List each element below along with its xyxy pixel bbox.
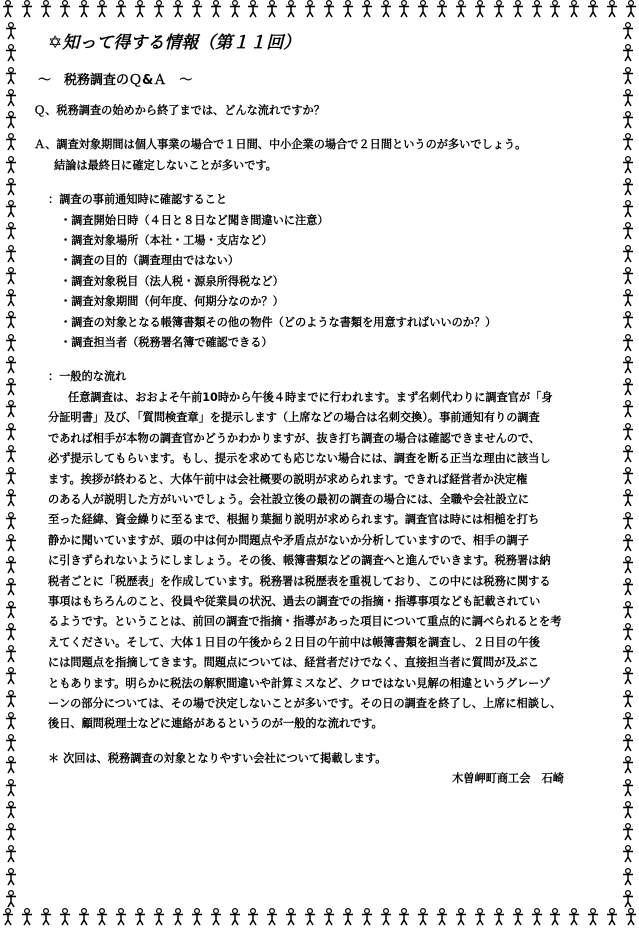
border-figure-icon: [622, 512, 634, 530]
border-figure-icon: [5, 601, 17, 619]
border-figure-icon: [622, 311, 634, 329]
border-figure-icon: [549, 908, 561, 926]
border-figure-icon: [5, 578, 17, 596]
border-figure-icon: [96, 0, 108, 18]
border-figure-icon: [622, 556, 634, 574]
border-figure-icon: [398, 0, 410, 18]
border-figure-icon: [622, 890, 634, 908]
border-figure-icon: [417, 0, 429, 18]
flow-paragraph: [34, 388, 618, 735]
border-figure-icon: [531, 908, 543, 926]
border-figure-icon: [191, 0, 203, 18]
border-figure-icon: [59, 0, 71, 18]
signature: 木曽岬町商工会 石崎: [452, 772, 564, 786]
border-figure-icon: [5, 512, 17, 530]
border-figure-icon: [549, 0, 561, 18]
flow-line: 必ず提示してもらいます。もし、提示を求めても応じない場合には、調査を断る正当な理由に該当し: [48, 452, 551, 466]
border-figure-icon: [5, 712, 17, 730]
flow-line: ます。挨拶が終わると、大体午前中は会社概要の説明が求められます。できれば経営者か決定権: [48, 472, 528, 486]
border-figure-icon: [5, 890, 17, 908]
border-bottom: [0, 908, 639, 930]
checklist-item: ・調査対象場所（本社・工場・支店など）: [60, 234, 273, 248]
flow-line: ともあります。明らかに税法の解釈間違いや計算ミスなど、クロではない見解の相違というグレーゾ: [48, 676, 551, 690]
border-figure-icon: [622, 690, 634, 708]
border-figure-icon: [153, 0, 165, 18]
border-figure-icon: [40, 908, 52, 926]
border-figure-icon: [5, 400, 17, 418]
border-figure-icon: [587, 0, 599, 18]
border-figure-icon: [417, 908, 429, 926]
border-figure-icon: [568, 908, 580, 926]
border-figure-icon: [5, 467, 17, 485]
flow-line: ーンの部分については、その場で決定しないことが多いです。その日の調査を終了し、上席に相談し、: [48, 696, 562, 710]
border-figure-icon: [342, 0, 354, 18]
border-figure-icon: [5, 222, 17, 240]
border-figure-icon: [622, 178, 634, 196]
border-figure-icon: [622, 823, 634, 841]
border-figure-icon: [40, 0, 52, 18]
border-figure-icon: [5, 178, 17, 196]
border-figure-icon: [5, 289, 17, 307]
flow-line: に引きずられないようにしましょう。その後、帳簿書類などの調査へと進んでいきます。税務署は納: [48, 554, 551, 568]
checklist-item: ・調査の対象となる帳簿書類その他の物件（どのような書類を用意すればいいのか？）: [60, 315, 497, 329]
checklist-heading: ：調査の事前通知時に確認すること: [48, 193, 228, 207]
border-figure-icon: [5, 311, 17, 329]
flow-line: るようです。ということは、前回の調査で指摘・指導があった項目について重点的に調べられるとを考: [48, 615, 562, 629]
checklist-item: ・調査開始日時（４日と８日など聞き間違いに注意）: [60, 213, 329, 227]
border-figure-icon: [622, 667, 634, 685]
border-figure-icon: [210, 908, 222, 926]
border-figure-icon: [622, 67, 634, 85]
border-figure-icon: [172, 908, 184, 926]
border-figure-icon: [5, 245, 17, 263]
border-figure-icon: [622, 445, 634, 463]
border-figure-icon: [622, 756, 634, 774]
border-figure-icon: [568, 0, 580, 18]
border-figure-icon: [625, 0, 637, 18]
border-figure-icon: [606, 908, 618, 926]
border-figure-icon: [304, 0, 316, 18]
border-figure-icon: [5, 44, 17, 62]
border-figure-icon: [5, 22, 17, 40]
border-figure-icon: [474, 0, 486, 18]
border-figure-icon: [5, 645, 17, 663]
question: Ｑ、税務調査の始めから終了までは、どんな流れですか？: [34, 104, 325, 117]
border-figure-icon: [622, 111, 634, 129]
border-figure-icon: [5, 156, 17, 174]
flow-line: には問題点を指摘してきます。問題点については、経営者だけでなく、直接担当者に質問が及ぶこ: [48, 656, 539, 670]
border-figure-icon: [2, 908, 14, 926]
border-left: [0, 22, 22, 908]
border-figure-icon: [247, 0, 259, 18]
border-figure-icon: [622, 378, 634, 396]
border-figure-icon: [5, 868, 17, 886]
border-figure-icon: [323, 908, 335, 926]
border-figure-icon: [115, 908, 127, 926]
page-title: ✡知って得する情報（第１１回）: [48, 33, 301, 53]
border-figure-icon: [622, 779, 634, 797]
border-figure-icon: [512, 0, 524, 18]
border-figure-icon: [380, 0, 392, 18]
border-figure-icon: [622, 267, 634, 285]
border-figure-icon: [304, 908, 316, 926]
border-figure-icon: [342, 908, 354, 926]
section-subtitle: ～ 税務調査のＱ&Ａ ～: [38, 73, 193, 88]
border-figure-icon: [153, 908, 165, 926]
border-figure-icon: [606, 0, 618, 18]
border-figure-icon: [622, 356, 634, 374]
border-figure-icon: [512, 908, 524, 926]
border-figure-icon: [5, 556, 17, 574]
flow-line: 静かに聞いていますが、頭の中は何か問題点や矛盾点がないか分析していますので、相手の調子: [48, 533, 529, 547]
border-figure-icon: [622, 801, 634, 819]
border-figure-icon: [625, 908, 637, 926]
border-figure-icon: [5, 734, 17, 752]
border-figure-icon: [2, 0, 14, 18]
border-figure-icon: [115, 0, 127, 18]
border-figure-icon: [5, 356, 17, 374]
border-top: [0, 0, 639, 22]
flow-line: 分証明書」及び、「質問検査章」を提示します（上席などの場合は名刺交換）。事前通知有りの調査: [48, 411, 540, 425]
border-figure-icon: [5, 67, 17, 85]
answer-line: 結論は最終日に確定しないことが多いです。: [54, 158, 277, 172]
border-figure-icon: [622, 334, 634, 352]
border-figure-icon: [622, 44, 634, 62]
border-figure-icon: [5, 267, 17, 285]
border-figure-icon: [266, 0, 278, 18]
border-figure-icon: [622, 712, 634, 730]
checklist-item: ・調査対象期間（何年度、何期分なのか？）: [60, 295, 284, 309]
border-figure-icon: [436, 908, 448, 926]
border-figure-icon: [380, 908, 392, 926]
border-figure-icon: [361, 908, 373, 926]
border-figure-icon: [134, 908, 146, 926]
border-figure-icon: [398, 908, 410, 926]
border-figure-icon: [622, 423, 634, 441]
next-issue-note: ＊ 次回は、税務調査の対象となりやすい会社について掲載します。: [48, 751, 387, 765]
border-figure-icon: [622, 845, 634, 863]
flow-line: 事項はもちろんのこと、役員や従業員の状況、過去の調査での指摘・指導事項なども記載されてい: [48, 594, 541, 608]
border-figure-icon: [622, 400, 634, 418]
border-figure-icon: [5, 133, 17, 151]
border-figure-icon: [5, 200, 17, 218]
border-figure-icon: [622, 868, 634, 886]
flow-line: えてください。そして、大体１日目の午後から２日目の午前中は帳簿書類を調査し、２日目の午後: [48, 635, 541, 649]
border-figure-icon: [531, 0, 543, 18]
checklist-item: ・調査対象税目（法人税・源泉所得税など）: [60, 274, 284, 288]
border-figure-icon: [5, 779, 17, 797]
border-figure-icon: [622, 245, 634, 263]
border-figure-icon: [622, 645, 634, 663]
border-figure-icon: [361, 0, 373, 18]
border-figure-icon: [285, 908, 297, 926]
border-figure-icon: [5, 756, 17, 774]
border-figure-icon: [5, 334, 17, 352]
document-body: [34, 28, 618, 790]
border-figure-icon: [5, 534, 17, 552]
border-figure-icon: [323, 0, 335, 18]
answer: [34, 135, 618, 176]
border-figure-icon: [493, 0, 505, 18]
border-figure-icon: [78, 908, 90, 926]
border-figure-icon: [622, 601, 634, 619]
border-figure-icon: [5, 845, 17, 863]
checklist-item: ・調査担当者（税務署名簿で確認できる）: [60, 336, 273, 350]
border-figure-icon: [21, 0, 33, 18]
flow-line: 任意調査は、おおよそ午前10時から午後４時までに行われます。まず名刺代わりに調査官が「身: [68, 390, 553, 404]
border-figure-icon: [622, 734, 634, 752]
flow-line: であれば相手が本物の調査官かどうかわかりますが、抜き打ち調査の場合は確認できませんので、: [48, 431, 541, 445]
border-figure-icon: [247, 908, 259, 926]
border-right: [617, 22, 639, 908]
border-figure-icon: [5, 801, 17, 819]
border-figure-icon: [266, 908, 278, 926]
border-figure-icon: [210, 0, 222, 18]
border-figure-icon: [5, 623, 17, 641]
border-figure-icon: [622, 289, 634, 307]
border-figure-icon: [622, 22, 634, 40]
answer-line: Ａ、調査対象期間は個人事業の場合で１日間、中小企業の場合で２日間というのが多いでしょう。: [34, 138, 527, 152]
checklist-item: ・調査の目的（調査理由ではない）: [60, 254, 240, 268]
border-figure-icon: [493, 908, 505, 926]
border-figure-icon: [191, 908, 203, 926]
flow-line: のある人が説明した方がいいでしょう。会社設立後の最初の調査の場合には、全職や会社設立に: [48, 492, 530, 506]
border-figure-icon: [5, 690, 17, 708]
border-figure-icon: [474, 908, 486, 926]
border-figure-icon: [436, 0, 448, 18]
border-figure-icon: [21, 908, 33, 926]
border-figure-icon: [229, 908, 241, 926]
border-figure-icon: [5, 111, 17, 129]
border-figure-icon: [172, 0, 184, 18]
border-figure-icon: [622, 89, 634, 107]
border-figure-icon: [5, 89, 17, 107]
border-figure-icon: [96, 908, 108, 926]
border-figure-icon: [622, 489, 634, 507]
flow-heading: ：一般的な流れ: [48, 370, 127, 384]
border-figure-icon: [622, 222, 634, 240]
border-figure-icon: [622, 133, 634, 151]
border-figure-icon: [622, 156, 634, 174]
border-figure-icon: [455, 908, 467, 926]
border-figure-icon: [622, 534, 634, 552]
border-figure-icon: [622, 467, 634, 485]
flow-line: 税者ごとに「税歴表」を作成しています。税務署は税歴表を重視しており、この中には税務に関する: [48, 574, 551, 588]
border-figure-icon: [587, 908, 599, 926]
border-figure-icon: [59, 908, 71, 926]
checklist: [34, 211, 618, 354]
border-figure-icon: [78, 0, 90, 18]
border-figure-icon: [5, 667, 17, 685]
border-figure-icon: [285, 0, 297, 18]
border-figure-icon: [229, 0, 241, 18]
border-figure-icon: [455, 0, 467, 18]
border-figure-icon: [5, 823, 17, 841]
border-figure-icon: [5, 423, 17, 441]
flow-line: 後日、顧問税理士などに連絡があるというのが一般的な流れです。: [48, 717, 383, 731]
flow-line: 至った経緯、資金繰りに至るまで、根掘り葉掘り説明が求められます。調査官は時には相槌を打ち: [48, 513, 540, 527]
border-figure-icon: [5, 445, 17, 463]
border-figure-icon: [622, 578, 634, 596]
border-figure-icon: [622, 623, 634, 641]
border-figure-icon: [5, 489, 17, 507]
border-figure-icon: [134, 0, 146, 18]
border-figure-icon: [5, 378, 17, 396]
border-figure-icon: [622, 200, 634, 218]
